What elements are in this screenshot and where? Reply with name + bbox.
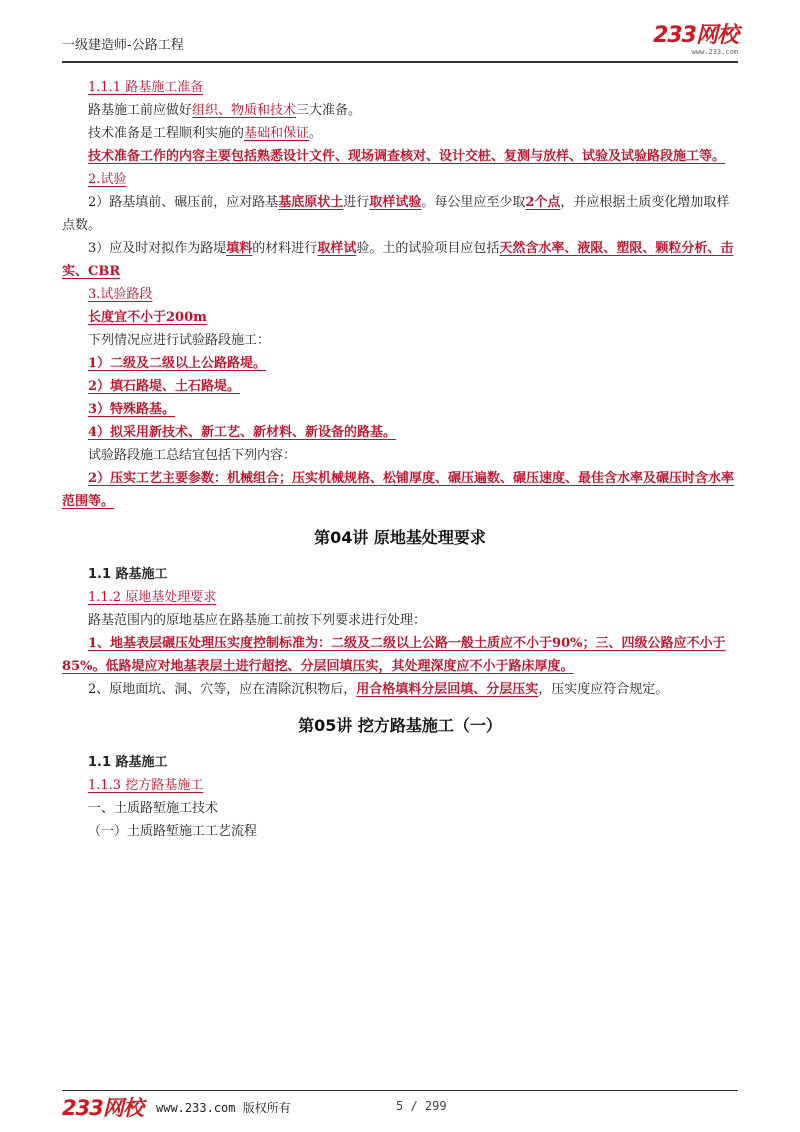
- highlight: 基础和保证: [244, 126, 310, 141]
- document-body: [62, 76, 738, 843]
- paragraph: 路基施工前应做好组织、物质和技术三大准备。: [88, 103, 362, 118]
- footer-divider: [62, 1090, 738, 1091]
- paragraph: 路基范围内的原地基应在路基施工前按下列要求进行处理：: [88, 613, 427, 628]
- logo-url: www.233.com: [691, 48, 738, 56]
- highlight: 天然含水率、液限、塑限、颗粒分析、击实、CBR: [62, 241, 734, 279]
- key-point: 1、地基表层碾压处理压实度控制标准为：二级及二级以上公路一般土质应不小于90%；三、四级公路应不小于85%。低路堤应对地基表层土进行超挖、分层回填压实，其处理深度应不小于路床厚度。: [62, 636, 726, 674]
- paragraph: 技术准备是工程顺利实施的基础和保证。: [88, 126, 323, 141]
- section-heading-test-section: 3.试验路段: [88, 287, 153, 302]
- highlight: 基底原状土: [278, 195, 344, 210]
- section-title: 1.1 路基施工: [88, 755, 168, 770]
- page-header: [62, 23, 738, 58]
- highlight: 取样试: [317, 241, 357, 256]
- highlight: 取样试验: [369, 195, 422, 210]
- list-item: 1）二级及二级以上公路路堤。: [88, 356, 267, 371]
- footer-copyright: www.233.com 版权所有: [156, 1101, 291, 1115]
- footer-logo[interactable]: 233网校: [62, 1096, 143, 1120]
- paragraph: 一、土质路堑施工技术: [88, 801, 219, 816]
- key-point: 2）压实工艺主要参数：机械组合；压实机械规格、松铺厚度、碾压遍数、碾压速度、最佳含水率及碾压时含水率范围等。: [62, 471, 735, 509]
- brand-logo[interactable]: [653, 24, 738, 56]
- section-title: 1.1 路基施工: [88, 567, 168, 582]
- paragraph: 3）应及时对拟作为路堤填料的材料进行取样试验。土的试验项目应包括天然含水率、液限、塑限、颗粒分析、击实、CBR: [62, 241, 734, 279]
- header-divider: [62, 61, 738, 63]
- key-point: 技术准备工作的内容主要包括熟悉设计文件、现场调查核对、设计交桩、复测与放样、试验及试验路段施工等。: [88, 149, 726, 164]
- paragraph: 2）路基填前、碾压前，应对路基基底原状土进行取样试验。每公里应至少取2个点，并应根据土质变化增加取样点数。: [62, 195, 730, 233]
- header-title: 一级建造师-公路工程: [62, 38, 184, 53]
- page-footer: [62, 1096, 738, 1120]
- list-item: 2）填石路堤、土石路堤。: [88, 379, 241, 394]
- lecture-title-05: 第05讲 挖方路基施工（一）: [298, 716, 502, 735]
- list-item: 3）特殊路基。: [88, 402, 176, 417]
- highlight: 2个点: [525, 195, 561, 210]
- section-heading-1-1-1: 1.1.1 路基施工准备: [88, 80, 204, 95]
- lecture-title-04: 第04讲 原地基处理要求: [314, 528, 486, 547]
- logo-text: 233网校: [653, 23, 738, 48]
- key-point: 长度宜不小于200m: [88, 310, 207, 325]
- section-heading-test: 2.试验: [88, 172, 127, 187]
- highlight: 填料: [226, 241, 253, 256]
- paragraph: （一）土质路堑施工工艺流程: [88, 824, 258, 839]
- paragraph: 下列情况应进行试验路段施工：: [88, 333, 271, 348]
- paragraph: 试验路段施工总结宜包括下列内容：: [88, 448, 297, 463]
- highlight: 用合格填料分层回填、分层压实: [356, 682, 539, 697]
- section-heading-1-1-2: 1.1.2 原地基处理要求: [88, 590, 217, 605]
- page-number: 5 / 299: [396, 1099, 447, 1113]
- paragraph: 2、原地面坑、洞、穴等，应在清除沉积物后，用合格填料分层回填、分层压实，压实度应符合规定。: [88, 682, 669, 697]
- highlight: 组织、物质和技术: [192, 103, 297, 118]
- section-heading-1-1-3: 1.1.3 挖方路基施工: [88, 778, 204, 793]
- list-item: 4）拟采用新技术、新工艺、新材料、新设备的路基。: [88, 425, 397, 440]
